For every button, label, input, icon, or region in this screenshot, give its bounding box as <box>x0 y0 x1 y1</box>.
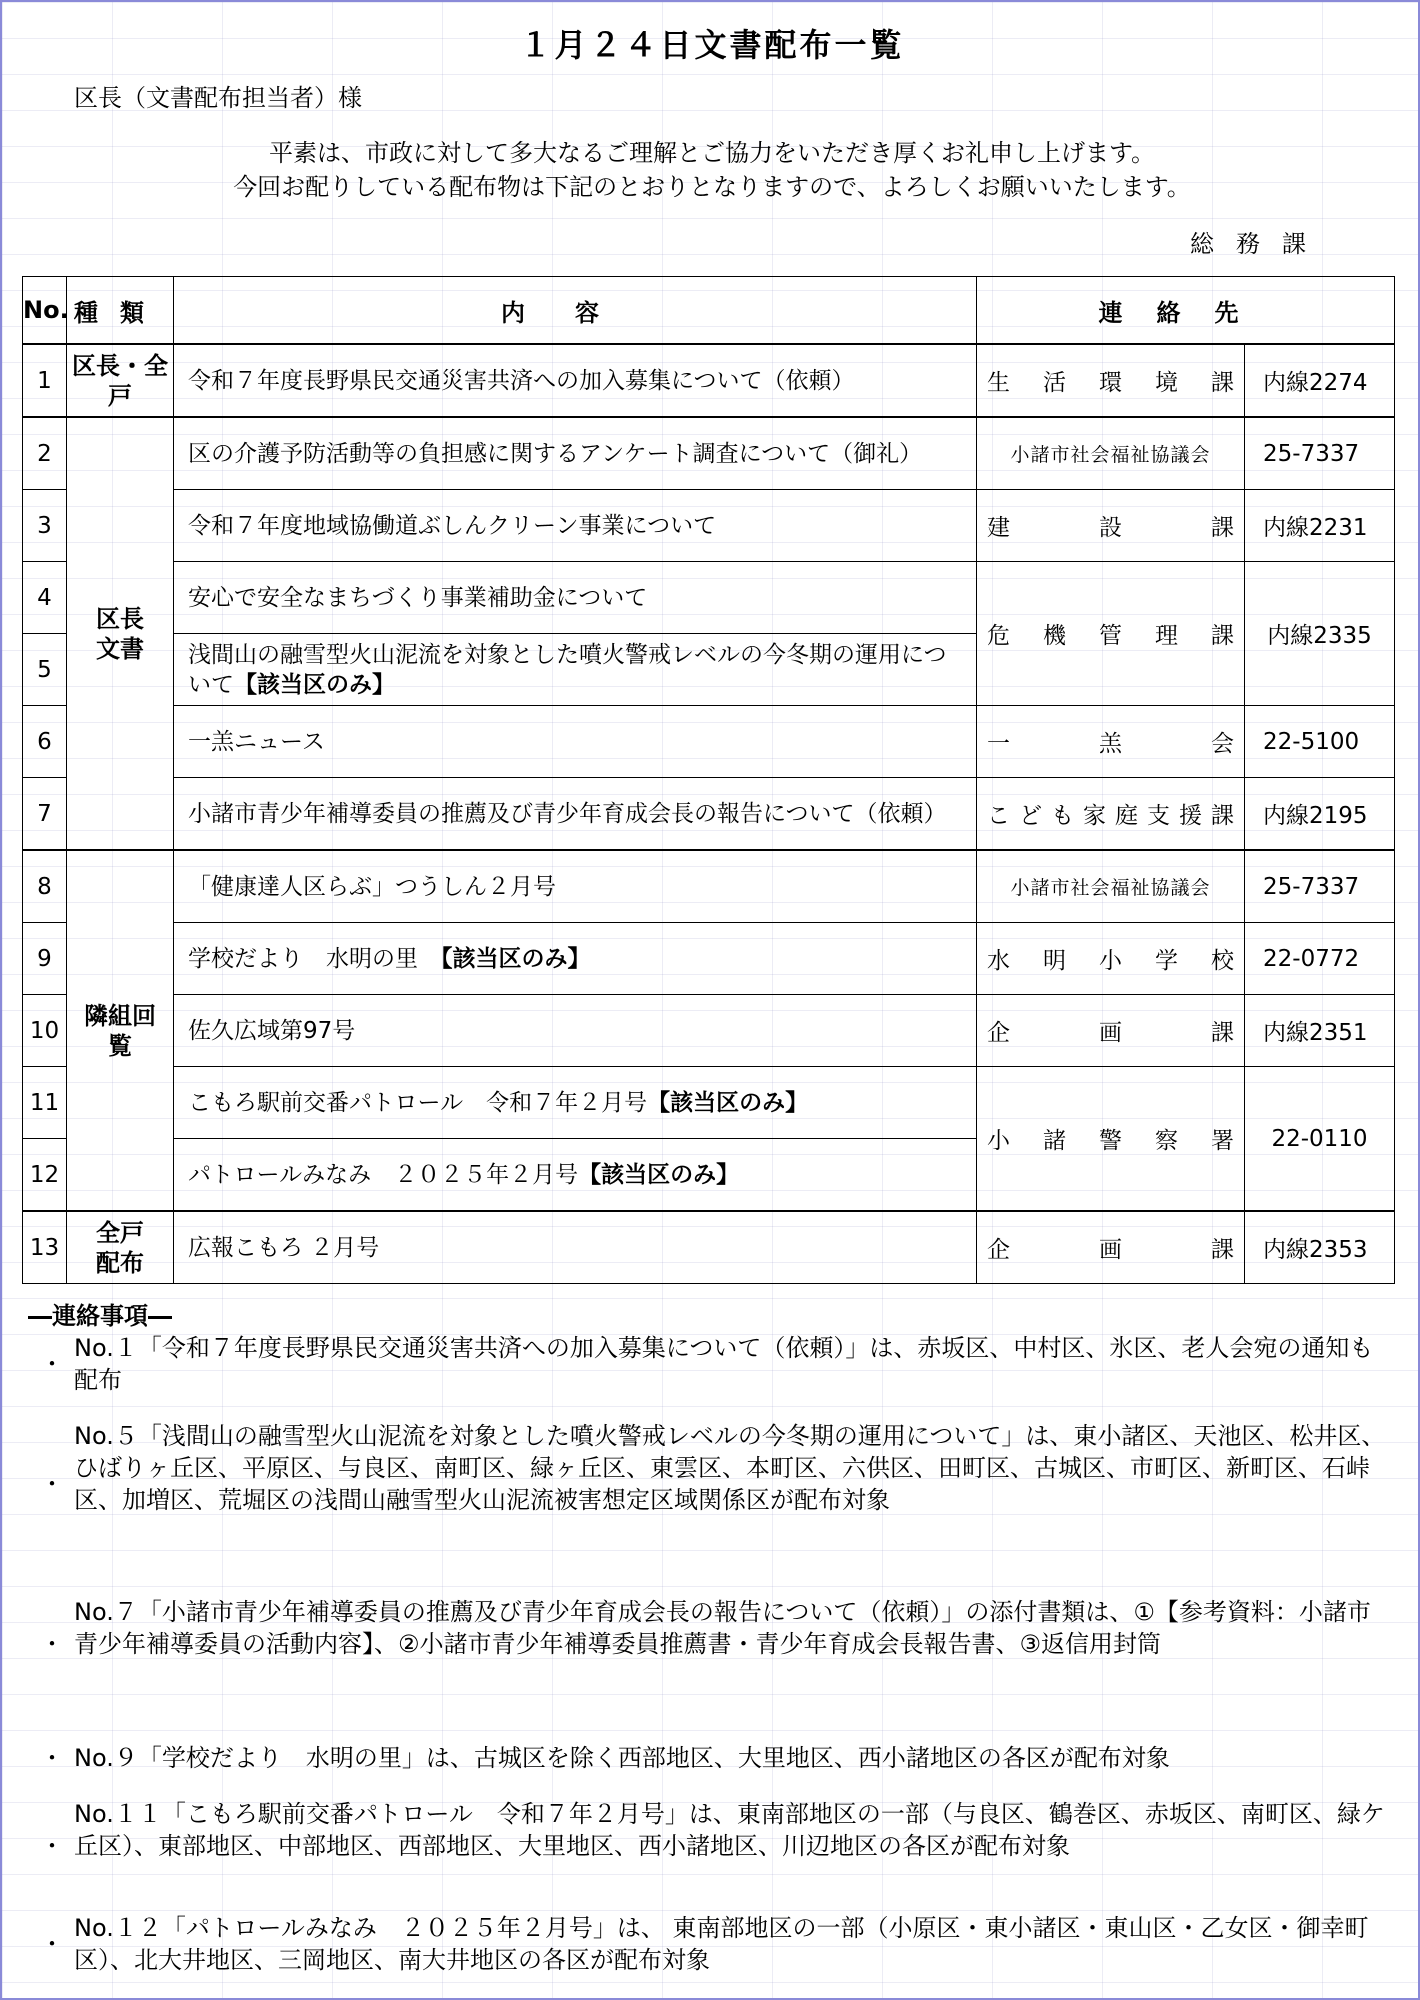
content-cell: 令和７年度長野県民交通災害共済への加入募集について（依頼） <box>174 344 977 417</box>
greeting-line-2: 今回お配りしている配布物は下記のとおりとなりますので、よろしくお願いいたします。 <box>233 173 1191 201</box>
row-no: 4 <box>23 562 67 634</box>
content-note: 【該当区のみ】 <box>647 1089 809 1116</box>
greeting-line-1: 平素は、市政に対して多大なるご理解とご協力をいただき厚くお礼申し上げます。 <box>268 139 1156 167</box>
row-no: 1 <box>23 344 67 417</box>
contact-name <box>987 364 1234 397</box>
contact-char: 生 <box>987 370 1010 396</box>
row-no: 5 <box>23 634 67 706</box>
table-row <box>23 850 1395 923</box>
note-text: No.７「小諸市青少年補導委員の推薦及び青少年育成会長の報告について（依頼）」の添付書類は、①【参考資料：小諸市青少年補導委員の活動内容】、②小諸市青少年補導委員推薦書・青少年育成会長報告書、③返信用封筒 <box>74 1598 1371 1658</box>
contact-cell <box>977 344 1245 417</box>
category-label: 隣組回覧 <box>84 1001 156 1060</box>
content-cell <box>174 1139 977 1212</box>
phone-cell: 22-0772 <box>1245 923 1395 995</box>
contact-char: 警 <box>1099 1128 1122 1154</box>
note-text: No.５「浅間山の融雪型火山泥流を対象とした噴火警戒レベルの今冬期の運用について」は、東小諸区、天池区、松井区、ひばりヶ丘区、平原区、与良区、南町区、緑ヶ丘区、東雲区、本町区、六供区、田町区、古城区、市町区、新町区、石峠区、加増区、荒堀区の浅間山融雪型火山泥流被害想定区域関係区が配布対象 <box>74 1422 1386 1514</box>
header-type: 種類 <box>67 277 174 345</box>
header-content: 内容 <box>174 277 977 345</box>
content-text: 学校だより 水明の里 <box>188 945 441 972</box>
contact-char: 企 <box>987 1237 1010 1263</box>
contact-cell <box>977 995 1245 1067</box>
contact-char: 設 <box>1099 515 1122 541</box>
category-cell: 区長・全戸 <box>67 344 174 417</box>
content-cell: 広報こもろ ２月号 <box>174 1211 977 1284</box>
contact-char: 企 <box>987 1020 1010 1046</box>
contact-cell <box>977 490 1245 562</box>
content-cell: 「健康達人区らぶ」つうしん２月号 <box>174 850 977 923</box>
phone-cell: 25-7337 <box>1245 417 1395 490</box>
table-row <box>23 1211 1395 1284</box>
contact-name <box>987 509 1234 542</box>
contact-char: 援 <box>1179 803 1202 829</box>
table-row <box>23 1067 1395 1139</box>
content-note: 【該当区のみ】 <box>234 671 395 698</box>
contact-char: 建 <box>987 515 1010 541</box>
row-no: 9 <box>23 923 67 995</box>
phone-cell: 内線2351 <box>1245 995 1395 1067</box>
bullet: ・ <box>40 1744 64 1772</box>
row-no: 13 <box>23 1211 67 1284</box>
contact-char: こ <box>987 803 1010 829</box>
contact-char: 署 <box>1211 1128 1234 1154</box>
content-note: 【該当区のみ】 <box>578 1161 740 1188</box>
contact-char: 課 <box>1211 803 1234 829</box>
row-no: 11 <box>23 1067 67 1139</box>
contact-char: 支 <box>1147 803 1170 829</box>
contact-char: 管 <box>1099 623 1122 649</box>
row-no: 7 <box>23 778 67 851</box>
department-signature: 総務課 <box>1190 230 1328 258</box>
category-label: 全戸配布 <box>96 1218 144 1277</box>
row-no: 12 <box>23 1139 67 1212</box>
contact-name <box>987 617 1234 650</box>
row-no: 3 <box>23 490 67 562</box>
phone-cell: 22-5100 <box>1245 706 1395 778</box>
contact-char: 小 <box>987 1128 1010 1154</box>
contact-char: 校 <box>1211 948 1234 974</box>
contact-char: 課 <box>1211 1020 1234 1046</box>
category-cell <box>67 850 174 1211</box>
contact-cell: 小諸市社会福祉協議会 <box>977 417 1245 490</box>
row-no: 10 <box>23 995 67 1067</box>
contact-name <box>987 1231 1234 1264</box>
contact-cell <box>977 923 1245 995</box>
content-text: こもろ駅前交番パトロール 令和７年２月号 <box>188 1089 648 1116</box>
category-cell <box>67 1211 174 1284</box>
phone-cell: 内線2231 <box>1245 490 1395 562</box>
content-text: パトロールみなみ ２０２５年２月号 <box>188 1161 579 1188</box>
contact-char: 学 <box>1155 948 1178 974</box>
table-row <box>23 417 1395 490</box>
contact-char: 画 <box>1099 1237 1122 1263</box>
contact-cell <box>977 778 1245 851</box>
contact-cell: 小諸市社会福祉協議会 <box>977 850 1245 923</box>
contact-char: も <box>1051 803 1074 829</box>
contact-name <box>987 797 1234 830</box>
contact-name <box>987 1122 1234 1155</box>
group-all-household-head <box>23 344 1395 417</box>
row-no: 6 <box>23 706 67 778</box>
table-row <box>23 344 1395 417</box>
bullet: ・ <box>40 1470 64 1498</box>
content-cell <box>174 923 977 995</box>
category-cell <box>67 417 174 850</box>
content-cell: 小諸市青少年補導委員の推薦及び青少年育成会長の報告について（依頼） <box>174 778 977 851</box>
note-text: No.１２「パトロールみなみ ２０２５年２月号」は、 東南部地区の一部（小原区・東小諸区・東山区・乙女区・御幸町区）、北大井地区、三岡地区、南大井地区の各区が配布対象 <box>74 1914 1369 1974</box>
row-no: 8 <box>23 850 67 923</box>
content-cell: 一羔ニュース <box>174 706 977 778</box>
table-row <box>23 562 1395 634</box>
content-cell: 佐久広域第97号 <box>174 995 977 1067</box>
note-text: No.１「令和７年度長野県民交通災害共済への加入募集について（依頼）」は、赤坂区、中村区、氷区、老人会宛の通知も配布 <box>74 1334 1374 1394</box>
page-title: １月２４日文書配布一覧 <box>519 26 905 64</box>
phone-cell: 25-7337 <box>1245 850 1395 923</box>
bullet: ・ <box>40 1350 64 1378</box>
group-all-households <box>23 1211 1395 1284</box>
note-text: No.９「学校だより 水明の里」は、古城区を除く西部地区、大里地区、西小諸地区の各区が配布対象 <box>74 1744 1170 1772</box>
table-row <box>23 778 1395 851</box>
contact-char: 明 <box>1043 948 1066 974</box>
table-row <box>23 923 1395 995</box>
contact-cell <box>977 1211 1245 1284</box>
note-text: No.１１「こもろ駅前交番パトロール 令和７年２月号」は、東南部地区の一部（与良区、鶴巻区、赤坂区、南町区、緑ケ丘区）、東部地区、中部地区、西部地区、大里地区、西小諸地区、川辺地区の各区が配布対象 <box>74 1800 1385 1860</box>
contact-char: 機 <box>1043 623 1066 649</box>
category-label: 区長文書 <box>96 604 144 663</box>
contact-name <box>987 725 1234 758</box>
contact-char: 察 <box>1155 1128 1178 1154</box>
bullet: ・ <box>40 1930 64 1958</box>
contact-char: 会 <box>1211 731 1234 757</box>
contact-char: 課 <box>1211 1237 1234 1263</box>
content-cell <box>174 634 977 706</box>
contact-char: 課 <box>1211 623 1234 649</box>
phone-cell: 内線2195 <box>1245 778 1395 851</box>
addressee: 区長（文書配布担当者）様 <box>74 84 362 112</box>
table-row <box>23 706 1395 778</box>
contact-char: 課 <box>1211 515 1234 541</box>
contact-char: 課 <box>1211 370 1234 396</box>
header-contact: 連絡先 <box>977 277 1395 345</box>
bullet: ・ <box>40 1832 64 1860</box>
contact-char: 水 <box>987 948 1010 974</box>
content-cell: 区の介護予防活動等の負担感に関するアンケート調査について（御礼） <box>174 417 977 490</box>
content-cell: 安心で安全なまちづくり事業補助金について <box>174 562 977 634</box>
contact-char: 環 <box>1099 370 1122 396</box>
phone-cell: 内線2274 <box>1245 344 1395 417</box>
content-cell <box>174 1067 977 1139</box>
contact-char: ど <box>1019 803 1042 829</box>
row-no: 2 <box>23 417 67 490</box>
contact-char: 庭 <box>1115 803 1138 829</box>
contact-char: 境 <box>1155 370 1178 396</box>
phone-cell: 内線2353 <box>1245 1211 1395 1284</box>
contact-char: 家 <box>1083 803 1106 829</box>
contact-cell <box>977 562 1245 706</box>
contact-name <box>987 942 1234 975</box>
table-header-row <box>23 277 1395 345</box>
group-head-documents <box>23 417 1395 850</box>
contact-char: 諸 <box>1043 1128 1066 1154</box>
content-cell: 令和７年度地域協働道ぶしんクリーン事業について <box>174 490 977 562</box>
contact-cell <box>977 1067 1245 1212</box>
phone-cell: 内線2335 <box>1245 562 1395 706</box>
phone-cell: 22-0110 <box>1245 1067 1395 1212</box>
content-text: 浅間山の融雪型火山泥流を対象とした噴火警戒レベルの今冬期の運用について <box>188 641 947 698</box>
table-row <box>23 995 1395 1067</box>
header-no: No. <box>23 277 67 345</box>
contact-char: 羔 <box>1099 731 1122 757</box>
greeting <box>2 136 1420 204</box>
contact-char: 小 <box>1099 948 1122 974</box>
distribution-table <box>22 276 1395 1284</box>
contact-char: 活 <box>1043 370 1066 396</box>
contact-cell <box>977 706 1245 778</box>
table-row <box>23 490 1395 562</box>
content-note: 【該当区のみ】 <box>441 945 591 972</box>
notes-heading: ―連絡事項― <box>28 1302 172 1330</box>
contact-char: 一 <box>987 731 1010 757</box>
contact-name <box>987 1014 1234 1047</box>
bullet: ・ <box>40 1630 64 1658</box>
group-circulation <box>23 850 1395 1211</box>
contact-char: 危 <box>987 623 1010 649</box>
contact-char: 画 <box>1099 1020 1122 1046</box>
contact-char: 理 <box>1155 623 1178 649</box>
